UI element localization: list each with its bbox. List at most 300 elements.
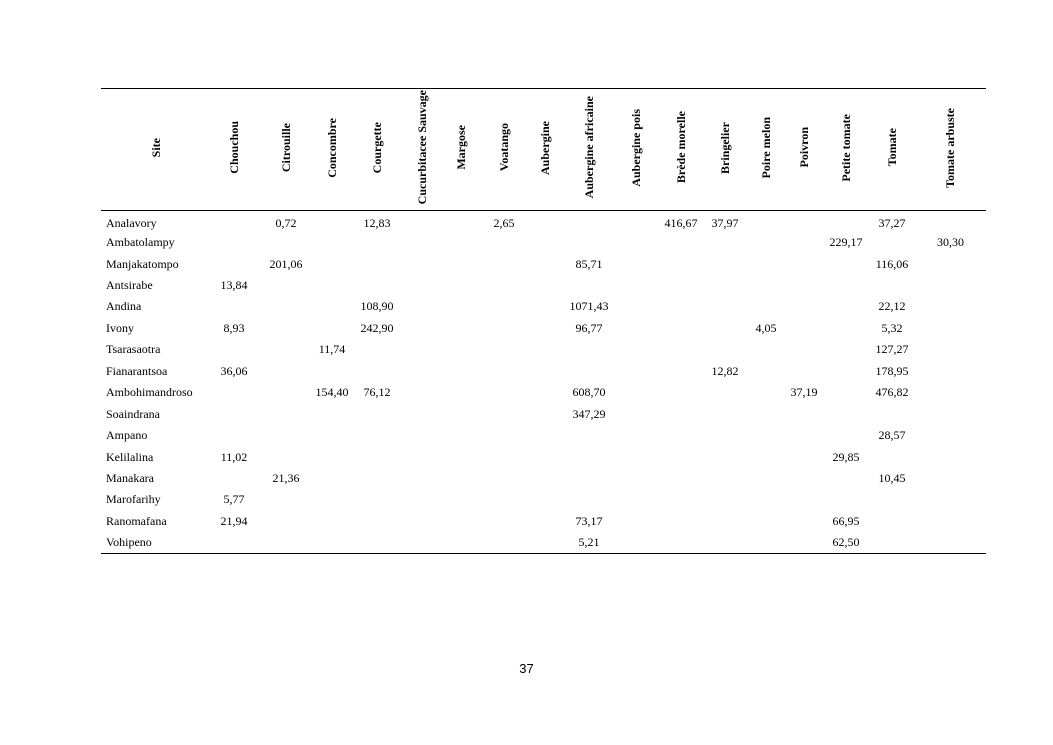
value-cell	[659, 532, 703, 553]
value-cell	[405, 232, 439, 253]
value-cell	[869, 275, 915, 296]
value-cell: 11,74	[318, 342, 346, 357]
value-cell	[747, 361, 785, 382]
value-cell	[703, 318, 747, 339]
value-cell	[659, 361, 703, 382]
value-cell	[747, 296, 785, 317]
value-cell	[439, 339, 483, 360]
value-cell	[747, 532, 785, 553]
value-cell	[915, 489, 986, 510]
value-cell	[315, 403, 349, 424]
value-cell	[785, 318, 823, 339]
value-cell	[349, 425, 405, 446]
value-cell: 11,02	[220, 449, 248, 464]
value-cell	[405, 489, 439, 510]
value-cell	[659, 446, 703, 467]
value-cell	[525, 361, 565, 382]
value-cell	[613, 446, 659, 467]
value-cell	[315, 425, 349, 446]
column-header	[405, 89, 439, 211]
column-header-label: Tomate	[884, 128, 899, 167]
value-cell	[349, 232, 405, 253]
value-cell	[439, 361, 483, 382]
value-cell	[405, 532, 439, 553]
value-cell	[257, 532, 315, 553]
value-cell	[439, 425, 483, 446]
site-cell: Analavory	[106, 215, 157, 230]
value-cell	[915, 339, 986, 360]
value-cell	[703, 489, 747, 510]
value-cell	[211, 211, 257, 232]
value-cell	[915, 253, 986, 274]
value-cell	[565, 275, 613, 296]
value-cell	[915, 425, 986, 446]
value-cell: 476,82	[875, 385, 909, 400]
value-cell	[349, 511, 405, 532]
value-cell: 8,93	[223, 320, 245, 335]
value-cell	[823, 296, 869, 317]
value-cell	[915, 382, 986, 403]
value-cell	[747, 382, 785, 403]
column-header	[823, 89, 869, 211]
value-cell	[211, 296, 257, 317]
value-cell	[613, 489, 659, 510]
value-cell	[785, 211, 823, 232]
value-cell	[257, 275, 315, 296]
value-cell	[439, 403, 483, 424]
value-cell	[257, 511, 315, 532]
value-cell	[703, 425, 747, 446]
value-cell	[613, 532, 659, 553]
column-header	[211, 89, 257, 211]
site-cell: Kelilalina	[106, 449, 154, 464]
table-row	[101, 339, 986, 360]
column-header	[747, 89, 785, 211]
column-header	[483, 89, 525, 211]
value-cell: 21,94	[220, 513, 248, 528]
site-cell: Manakara	[106, 470, 154, 485]
column-header-label: Tomate arbuste	[943, 107, 957, 188]
value-cell	[915, 403, 986, 424]
value-cell: 21,36	[272, 470, 300, 485]
value-cell	[747, 275, 785, 296]
site-cell: Vohipeno	[101, 532, 211, 553]
value-cell	[613, 339, 659, 360]
site-cell: Ivony	[106, 320, 134, 335]
value-cell	[439, 318, 483, 339]
value-cell	[315, 211, 349, 232]
value-cell	[405, 382, 439, 403]
value-cell	[483, 511, 525, 532]
value-cell	[405, 253, 439, 274]
value-cell	[659, 382, 703, 403]
table-row	[101, 382, 986, 403]
value-cell	[315, 275, 349, 296]
value-cell	[349, 468, 405, 489]
value-cell	[613, 318, 659, 339]
value-cell	[869, 232, 915, 253]
column-header-label: Poire melon	[758, 116, 773, 179]
value-cell	[785, 253, 823, 274]
value-cell: 12,83	[363, 215, 391, 230]
value-cell	[785, 532, 823, 553]
value-cell	[525, 339, 565, 360]
value-cell	[525, 253, 565, 274]
value-cell	[405, 511, 439, 532]
value-cell	[349, 361, 405, 382]
value-cell	[405, 318, 439, 339]
value-cell	[483, 425, 525, 446]
site-cell: Ambatolampy	[106, 235, 175, 250]
value-cell	[257, 318, 315, 339]
value-cell	[823, 382, 869, 403]
column-header-label: Aubergine africaine	[581, 96, 596, 199]
value-cell	[565, 489, 613, 510]
value-cell	[565, 361, 613, 382]
value-cell	[483, 361, 525, 382]
value-cell	[405, 339, 439, 360]
value-cell	[915, 211, 986, 232]
value-cell	[613, 468, 659, 489]
value-cell	[315, 296, 349, 317]
value-cell	[565, 425, 613, 446]
value-cell	[785, 446, 823, 467]
site-cell: Ambohimandroso	[106, 385, 193, 400]
value-cell	[315, 511, 349, 532]
column-header	[349, 89, 405, 211]
value-cell	[659, 468, 703, 489]
value-cell	[659, 275, 703, 296]
value-cell: 5,32	[881, 320, 903, 335]
value-cell	[659, 318, 703, 339]
value-cell	[785, 425, 823, 446]
value-cell	[439, 296, 483, 317]
column-header-label: Poivron	[796, 127, 811, 168]
value-cell: 66,95	[832, 513, 860, 528]
value-cell	[525, 511, 565, 532]
value-cell	[613, 296, 659, 317]
site-cell: Soaindrana	[106, 406, 160, 421]
column-header-label: Brède morelle	[673, 111, 688, 184]
value-cell	[785, 489, 823, 510]
value-cell	[349, 446, 405, 467]
value-cell	[439, 468, 483, 489]
value-cell: 10,45	[878, 470, 906, 485]
value-cell: 5,77	[223, 492, 245, 507]
value-cell: 37,27	[878, 215, 906, 230]
value-cell	[315, 532, 349, 553]
value-cell	[483, 532, 525, 553]
value-cell	[349, 403, 405, 424]
column-header	[439, 89, 483, 211]
value-cell: 22,12	[878, 299, 906, 314]
column-header	[565, 89, 613, 211]
value-cell	[525, 232, 565, 253]
value-cell	[915, 296, 986, 317]
value-cell	[785, 296, 823, 317]
column-header-label: Bringelier	[717, 121, 732, 174]
value-cell	[405, 211, 439, 232]
value-cell	[785, 275, 823, 296]
value-cell: 0,72	[275, 215, 297, 230]
column-header-label: Courgette	[369, 121, 384, 174]
value-cell	[915, 275, 986, 296]
value-cell	[525, 318, 565, 339]
column-header-label: Petite tomate	[838, 113, 853, 182]
table-row	[101, 232, 986, 253]
value-cell	[483, 468, 525, 489]
value-cell	[525, 446, 565, 467]
value-cell	[703, 296, 747, 317]
table-row	[101, 489, 986, 510]
table-row	[101, 468, 986, 489]
value-cell	[525, 403, 565, 424]
column-header	[785, 89, 823, 211]
column-header-label: Chouchou	[226, 121, 241, 174]
value-cell: 62,50	[823, 532, 869, 553]
value-cell	[659, 232, 703, 253]
value-cell	[483, 403, 525, 424]
value-cell	[703, 532, 747, 553]
column-header	[659, 89, 703, 211]
value-cell: 37,97	[711, 215, 739, 230]
value-cell	[211, 468, 257, 489]
value-cell	[405, 403, 439, 424]
value-cell: 1071,43	[569, 299, 609, 314]
table-row	[101, 253, 986, 274]
value-cell	[703, 468, 747, 489]
table-body	[101, 211, 986, 554]
value-cell	[211, 232, 257, 253]
value-cell	[747, 339, 785, 360]
value-cell: 96,77	[575, 320, 603, 335]
value-cell	[823, 211, 869, 232]
column-header-label: Aubergine pois	[628, 108, 643, 187]
value-cell	[483, 253, 525, 274]
site-cell: Ranomafana	[106, 513, 167, 528]
table-row	[101, 425, 986, 446]
value-cell	[613, 403, 659, 424]
value-cell	[405, 425, 439, 446]
table-row	[101, 403, 986, 424]
value-cell	[483, 446, 525, 467]
value-cell	[747, 425, 785, 446]
value-cell	[525, 296, 565, 317]
value-cell	[613, 211, 659, 232]
column-header-label: Aubergine	[537, 120, 552, 175]
value-cell	[703, 339, 747, 360]
value-cell	[823, 339, 869, 360]
value-cell	[869, 403, 915, 424]
value-cell	[785, 232, 823, 253]
value-cell	[703, 403, 747, 424]
value-cell	[613, 361, 659, 382]
value-cell	[525, 425, 565, 446]
value-cell	[211, 339, 257, 360]
table-row	[101, 361, 986, 382]
column-header-label: Citrouille	[278, 122, 293, 173]
value-cell: 37,19	[790, 385, 818, 400]
site-cell: Fianarantsoa	[106, 363, 168, 378]
value-cell	[747, 489, 785, 510]
value-cell: 29,85	[832, 449, 860, 464]
value-cell	[747, 232, 785, 253]
column-header	[101, 89, 211, 211]
value-cell: 28,57	[878, 428, 906, 443]
table-row	[101, 296, 986, 317]
column-header	[257, 89, 315, 211]
value-cell	[349, 253, 405, 274]
column-header-label: Margose	[453, 125, 468, 170]
value-cell	[915, 446, 986, 467]
value-cell: 2,65	[493, 215, 515, 230]
value-cell	[439, 253, 483, 274]
value-cell	[439, 446, 483, 467]
value-cell	[785, 361, 823, 382]
value-cell	[703, 511, 747, 532]
value-cell	[747, 446, 785, 467]
value-cell	[483, 296, 525, 317]
value-cell	[869, 489, 915, 510]
value-cell: 30,30	[937, 235, 964, 250]
value-cell	[747, 511, 785, 532]
value-cell	[785, 339, 823, 360]
value-cell	[257, 296, 315, 317]
value-cell	[483, 318, 525, 339]
site-cell: Manjakatompo	[106, 256, 179, 271]
site-cell: Marofarihy	[106, 492, 161, 507]
value-cell	[703, 253, 747, 274]
value-cell	[315, 446, 349, 467]
value-cell: 116,06	[875, 256, 909, 271]
value-cell	[257, 382, 315, 403]
column-header-label: Voatango	[496, 123, 511, 172]
value-cell	[565, 211, 613, 232]
value-cell	[659, 296, 703, 317]
value-cell	[659, 339, 703, 360]
value-cell	[483, 232, 525, 253]
value-cell: 108,90	[360, 299, 394, 314]
value-cell	[257, 489, 315, 510]
value-cell	[747, 468, 785, 489]
value-cell	[211, 425, 257, 446]
value-cell	[659, 425, 703, 446]
table-header	[101, 89, 986, 211]
value-cell	[703, 446, 747, 467]
table-row	[101, 211, 986, 232]
value-cell	[659, 511, 703, 532]
value-cell: 154,40	[315, 385, 349, 400]
page-number: 37	[519, 661, 534, 676]
value-cell	[525, 532, 565, 553]
table-row	[101, 275, 986, 296]
value-cell	[659, 489, 703, 510]
value-cell: 76,12	[363, 385, 391, 400]
value-cell: 73,17	[575, 513, 603, 528]
value-cell	[613, 382, 659, 403]
value-cell	[349, 339, 405, 360]
value-cell	[823, 275, 869, 296]
value-cell	[483, 489, 525, 510]
value-cell	[823, 425, 869, 446]
site-cell: Antsirabe	[106, 278, 153, 293]
value-cell	[785, 403, 823, 424]
table-row	[101, 446, 986, 467]
value-cell	[315, 232, 349, 253]
value-cell	[349, 275, 405, 296]
value-cell	[869, 511, 915, 532]
value-cell	[211, 253, 257, 274]
value-cell	[211, 382, 257, 403]
value-cell	[405, 446, 439, 467]
value-cell	[211, 403, 257, 424]
column-header	[315, 89, 349, 211]
value-cell	[565, 468, 613, 489]
value-cell	[315, 253, 349, 274]
value-cell	[483, 382, 525, 403]
value-cell	[483, 339, 525, 360]
value-cell	[525, 275, 565, 296]
value-cell	[823, 318, 869, 339]
value-cell	[439, 232, 483, 253]
value-cell	[703, 275, 747, 296]
value-cell: 85,71	[575, 256, 603, 271]
value-cell	[315, 489, 349, 510]
table-row	[101, 318, 986, 339]
value-cell	[439, 275, 483, 296]
table-row	[101, 511, 986, 532]
value-cell	[613, 253, 659, 274]
value-cell	[565, 339, 613, 360]
value-cell	[257, 232, 315, 253]
value-cell	[405, 468, 439, 489]
column-header	[613, 89, 659, 211]
value-cell	[525, 468, 565, 489]
value-cell	[439, 382, 483, 403]
value-cell	[915, 361, 986, 382]
value-cell	[823, 253, 869, 274]
table-row	[101, 532, 986, 553]
value-cell	[405, 361, 439, 382]
value-cell	[659, 253, 703, 274]
column-header-label: Site	[148, 137, 163, 158]
column-header	[525, 89, 565, 211]
value-cell	[869, 446, 915, 467]
value-cell	[747, 403, 785, 424]
header-row	[101, 89, 986, 211]
value-cell	[823, 361, 869, 382]
value-cell	[659, 403, 703, 424]
value-cell	[257, 403, 315, 424]
value-cell	[747, 211, 785, 232]
value-cell: 4,05	[755, 320, 777, 335]
value-cell	[257, 446, 315, 467]
value-cell	[613, 425, 659, 446]
column-header	[915, 89, 986, 211]
value-cell	[405, 275, 439, 296]
column-header-label: Cucurbitacee Sauvage	[414, 90, 429, 205]
value-cell	[483, 275, 525, 296]
value-cell	[565, 232, 613, 253]
data-table	[101, 88, 986, 554]
value-cell	[703, 382, 747, 403]
value-cell: 347,29	[572, 406, 606, 421]
value-cell: 242,90	[360, 320, 394, 335]
value-cell	[525, 489, 565, 510]
column-header	[869, 89, 915, 211]
value-cell	[869, 532, 915, 553]
value-cell	[315, 318, 349, 339]
